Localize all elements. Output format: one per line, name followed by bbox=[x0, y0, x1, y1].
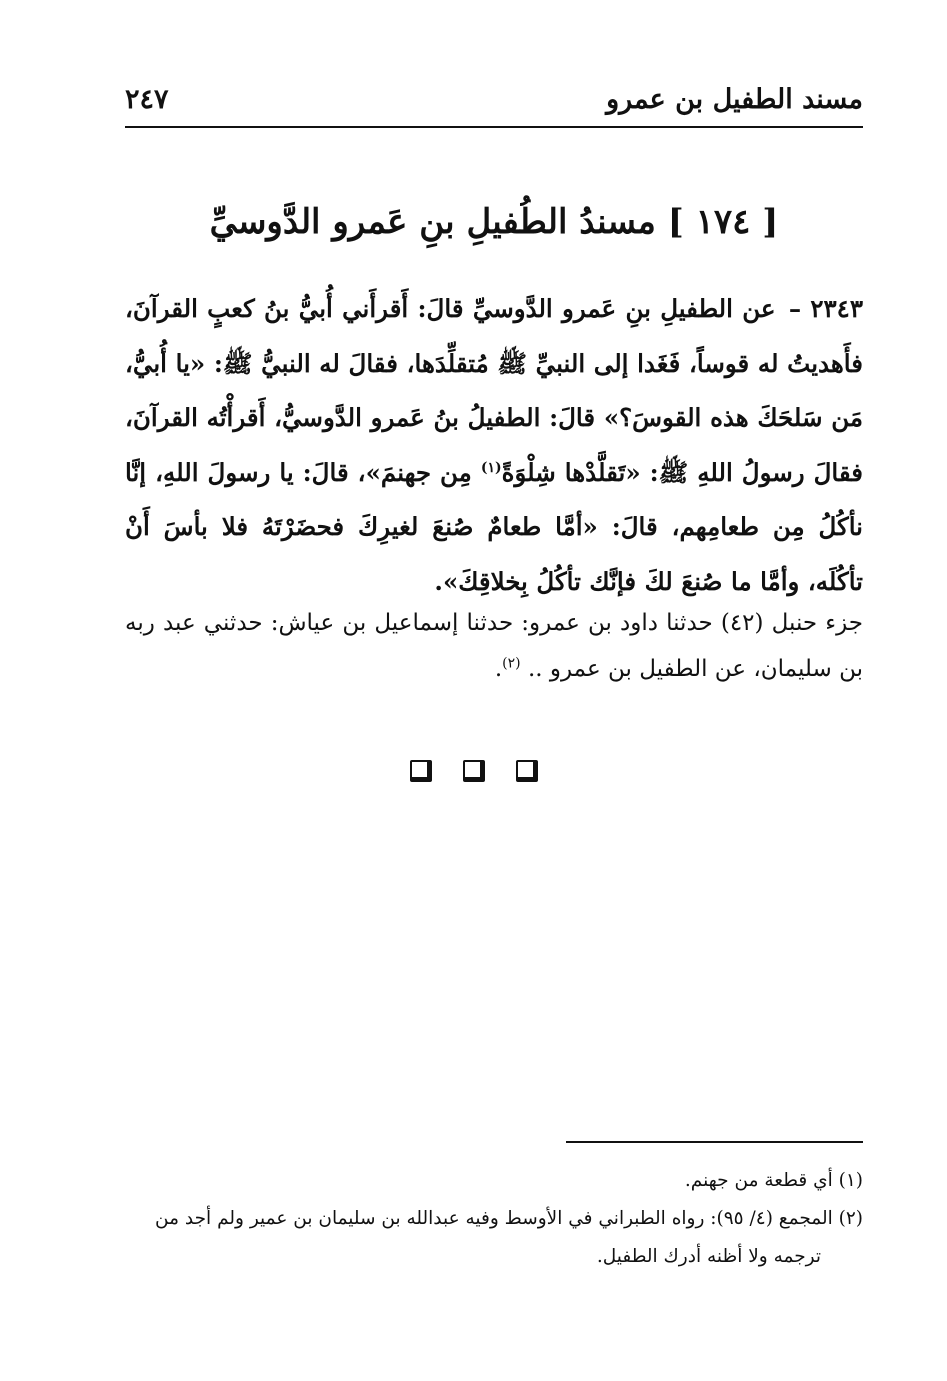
section-divider-ornament bbox=[0, 760, 947, 782]
source-text: جزء حنبل (٤٢) حدثنا داود بن عمرو: حدثنا إسماعيل بن عياش: حدثني عبد ربه بن سليمان، عن الطفيل بن عمرو .. bbox=[125, 610, 863, 682]
hadith-paragraph bbox=[125, 282, 863, 609]
hadith-text-part2: مِن جهنمَ»، قالَ: يا رسولَ اللهِ، إنَّا نأكُلُ مِن طعامِهم، قالَ: «أمَّا طعامٌ صُنعَ لغيرِكَ فحضَرْتَهُ فلا بأسَ أَنْ تأكُلَه، وأمَّا ما صُنعَ لكَ فإنَّك تأكُلُ بِخلاقِكَ». bbox=[125, 457, 863, 596]
footnote-2-continuation: ترجمه ولا أظنه أدرك الطفيل. bbox=[596, 1246, 821, 1267]
running-header bbox=[125, 78, 863, 128]
ornament-square-icon bbox=[516, 760, 538, 782]
ornament-square-icon bbox=[463, 760, 485, 782]
ornament-square-icon bbox=[410, 760, 432, 782]
footnote-separator bbox=[566, 1141, 863, 1143]
footnote-1: (١) أي قطعة من جهنم. bbox=[684, 1170, 863, 1191]
footnote-ref-2[interactable]: (٢) bbox=[502, 655, 521, 672]
section-title: [ ١٧٤ ] مسندُ الطُفيلِ بنِ عَمرو الدَّوسيِّ bbox=[209, 202, 779, 242]
footnote-ref-1[interactable]: (١) bbox=[480, 459, 502, 476]
source-end: . bbox=[494, 656, 503, 682]
header-title: مسند الطفيل بن عمرو bbox=[606, 84, 863, 115]
footnote-2: (٢) المجمع (٤/ ٩٥): رواه الطبراني في الأوسط وفيه عبدالله بن سليمان بن عمير ولم أجد من bbox=[155, 1208, 863, 1229]
page-number: ٢٤٧ bbox=[125, 84, 169, 115]
source-paragraph bbox=[125, 600, 863, 692]
hadith-number: ٢٣٤٣ – bbox=[788, 294, 863, 323]
hadith-text-part1: عن الطفيلِ بنِ عَمرو الدَّوسيِّ قالَ: أَقرأَني أُبيُّ بنُ كعبٍ القرآنَ، فأَهديتُ له قوساً، فَغَدا إلى النبيِّ ﷺ مُتقلِّدَها، فقالَ له النبيُّ ﷺ: «يا أُبيُّ، مَن سَلحَكَ هذه القوسَ؟» قالَ: الطفيلُ بنُ عَمرو الدَّوسيُّ، أَقرأْتُه القرآنَ، فقالَ رسولُ اللهِ ﷺ: «تَقلَّدْها شِلْوَةً bbox=[125, 294, 863, 487]
footnotes bbox=[125, 1163, 863, 1277]
